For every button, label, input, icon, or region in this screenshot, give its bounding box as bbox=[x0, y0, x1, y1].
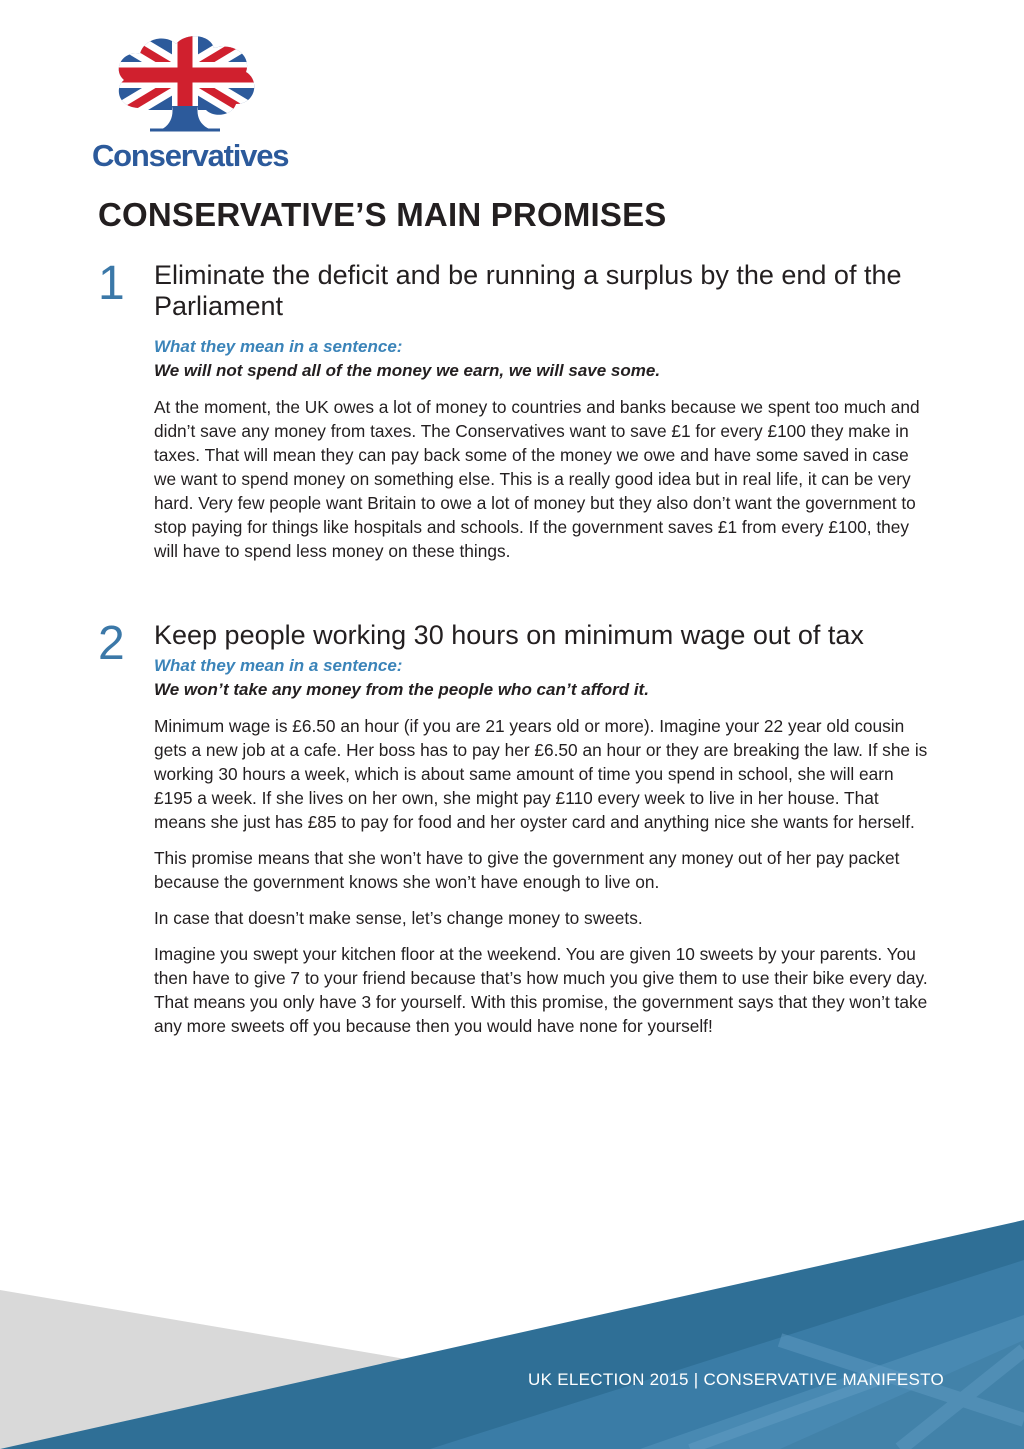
body-paragraph: Imagine you swept your kitchen floor at the weekend. You are given 10 sweets by your parents. You then have to give 7 to your friend because that’s how much you give them to use their bike every day. That means you only have 3 for yourself. With this promise, the government says that they won’t take any more sweets off you because then you would have none for yourself! bbox=[154, 944, 928, 1036]
union-jack-tree-icon bbox=[110, 30, 260, 138]
footer-banner-graphic bbox=[0, 1220, 1024, 1449]
logo-wordmark: Conservatives bbox=[92, 138, 289, 173]
promise-heading: Eliminate the deficit and be running a surplus by the end of the Parliament bbox=[154, 260, 902, 321]
promise-section bbox=[98, 617, 928, 1038]
promise-number: 2 bbox=[98, 617, 125, 670]
body-paragraph: This promise means that she won’t have to give the government any money out of her pay packet because the government knows she won’t have enough to live on. bbox=[154, 848, 900, 892]
promise-number: 1 bbox=[98, 257, 125, 310]
footer-caption: UK ELECTION 2015 | CONSERVATIVE MANIFESTO bbox=[528, 1370, 945, 1389]
meaning-label: What they mean in a sentence: bbox=[154, 656, 403, 675]
page-title: CONSERVATIVE’S MAIN PROMISES bbox=[98, 196, 667, 233]
promise-heading: Keep people working 30 hours on minimum wage out of tax bbox=[154, 620, 864, 650]
body-paragraph: Minimum wage is £6.50 an hour (if you are 21 years old or more). Imagine your 22 year old cousin gets a new job at a cafe. Her boss has to pay her £6.50 an hour or they are breaking the law. If she is working 30 hours a week, which is about same amount of time you spend in school, she will earn £195 a week. If she lives on her own, she might pay £110 every week to live in her house. That means she just has £85 to pay for food and her oyster card and anything nice she wants for herself. bbox=[154, 716, 928, 832]
promise-section bbox=[98, 257, 928, 563]
meaning-text: We won’t take any money from the people who can’t afford it. bbox=[154, 680, 649, 699]
body-paragraph: In case that doesn’t make sense, let’s change money to sweets. bbox=[154, 908, 643, 928]
conservatives-logo bbox=[92, 30, 289, 175]
body-paragraph: At the moment, the UK owes a lot of money to countries and banks because we spent too much and didn’t save any money from taxes. The Conservatives want to save £1 for every £100 they make in taxes. That will mean they can pay back some of the money we owe and have some saved in case we want to spend money on something else. This is a really good idea but in real life, it can be very hard. Very few people want Britain to owe a lot of money but they also don’t want the government to stop paying for things like hospitals and schools. If the government saves £1 from every £100, they will have to spend less money on these things. bbox=[154, 397, 920, 561]
meaning-text: We will not spend all of the money we earn, we will save some. bbox=[154, 361, 661, 380]
meaning-label: What they mean in a sentence: bbox=[154, 337, 403, 356]
